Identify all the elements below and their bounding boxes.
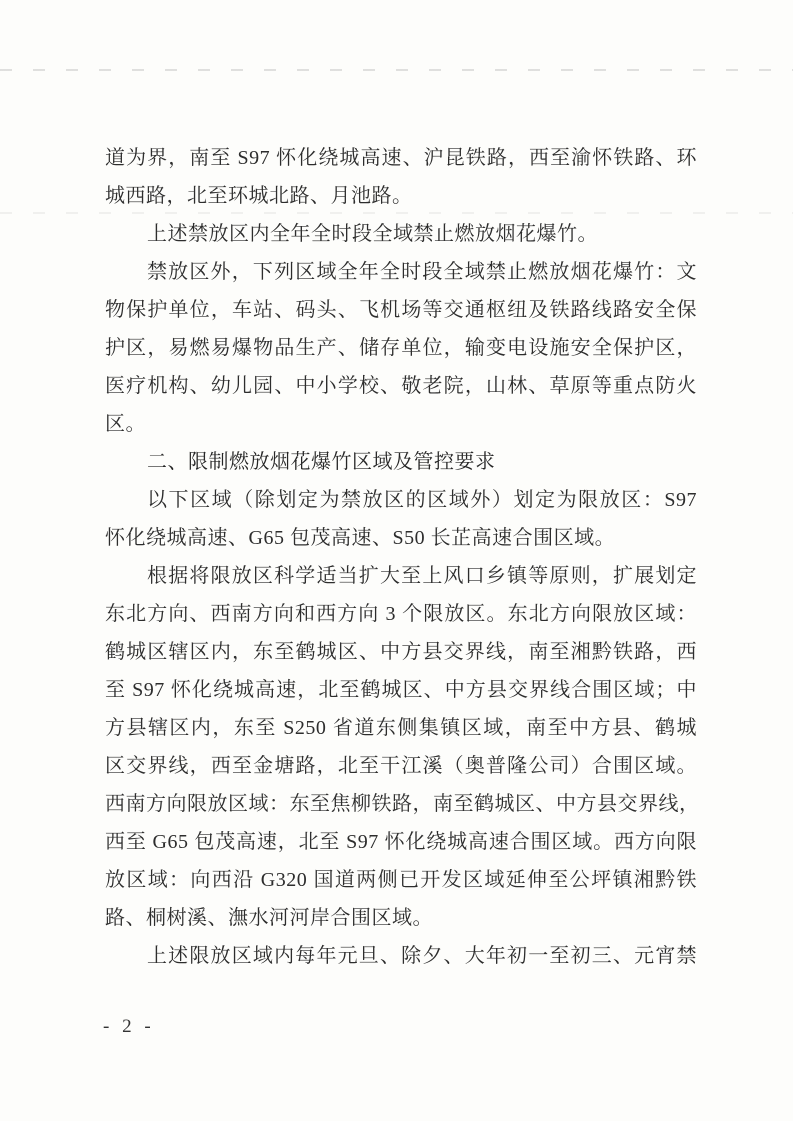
text-line: 放区域：向西沿 G320 国道两侧已开发区域延伸至公坪镇湘黔铁 (105, 869, 697, 891)
text-line: 上述禁放区内全年全时段全域禁止燃放烟花爆竹。 (147, 223, 598, 245)
section-heading: 二、限制燃放烟花爆竹区域及管控要求 (147, 451, 496, 473)
text-line: 根据将限放区科学适当扩大至上风口乡镇等原则，扩展划定 (147, 565, 697, 587)
scan-artifact-line (0, 69, 793, 71)
text-line: 物保护单位，车站、码头、飞机场等交通枢纽及铁路线路安全保 (105, 299, 697, 321)
text-line: 鹤城区辖区内，东至鹤城区、中方县交界线，南至湘黔铁路，西 (105, 641, 697, 663)
page-number: - 2 - (103, 1016, 155, 1037)
text-line: 城西路，北至环城北路、月池路。 (105, 185, 413, 207)
text-line: 以下区域（除划定为禁放区的区域外）划定为限放区：S97 (147, 489, 697, 511)
text-line: 道为界，南至 S97 怀化绕城高速、沪昆铁路，西至渝怀铁路、环 (105, 147, 697, 169)
text-line: 至 S97 怀化绕城高速，北至鹤城区、中方县交界线合围区域；中 (105, 679, 697, 701)
text-line: 怀化绕城高速、G65 包茂高速、S50 长芷高速合围区域。 (105, 527, 616, 549)
text-line: 西南方向限放区域：东至焦柳铁路，南至鹤城区、中方县交界线， (105, 793, 700, 815)
text-line: 区。 (105, 413, 146, 435)
text-line: 西至 G65 包茂高速，北至 S97 怀化绕城高速合围区域。西方向限 (105, 831, 697, 853)
text-line: 上述限放区域内每年元旦、除夕、大年初一至初三、元宵禁 (147, 945, 697, 967)
text-line: 东北方向、西南方向和西方向 3 个限放区。东北方向限放区域： (105, 603, 697, 625)
document-body (105, 139, 700, 975)
text-line: 路、桐树溪、潕水河河岸合围区域。 (105, 907, 433, 929)
text-line: 方县辖区内，东至 S250 省道东侧集镇区域，南至中方县、鹤城 (105, 717, 697, 739)
text-line: 医疗机构、幼儿园、中小学校、敬老院，山林、草原等重点防火 (105, 375, 697, 397)
text-line: 区交界线，西至金塘路，北至干江溪（奥普隆公司）合围区域。 (105, 755, 697, 777)
text-line: 护区，易燃易爆物品生产、储存单位，输变电设施安全保护区， (105, 337, 697, 359)
text-line: 禁放区外，下列区域全年全时段全域禁止燃放烟花爆竹：文 (147, 261, 697, 283)
